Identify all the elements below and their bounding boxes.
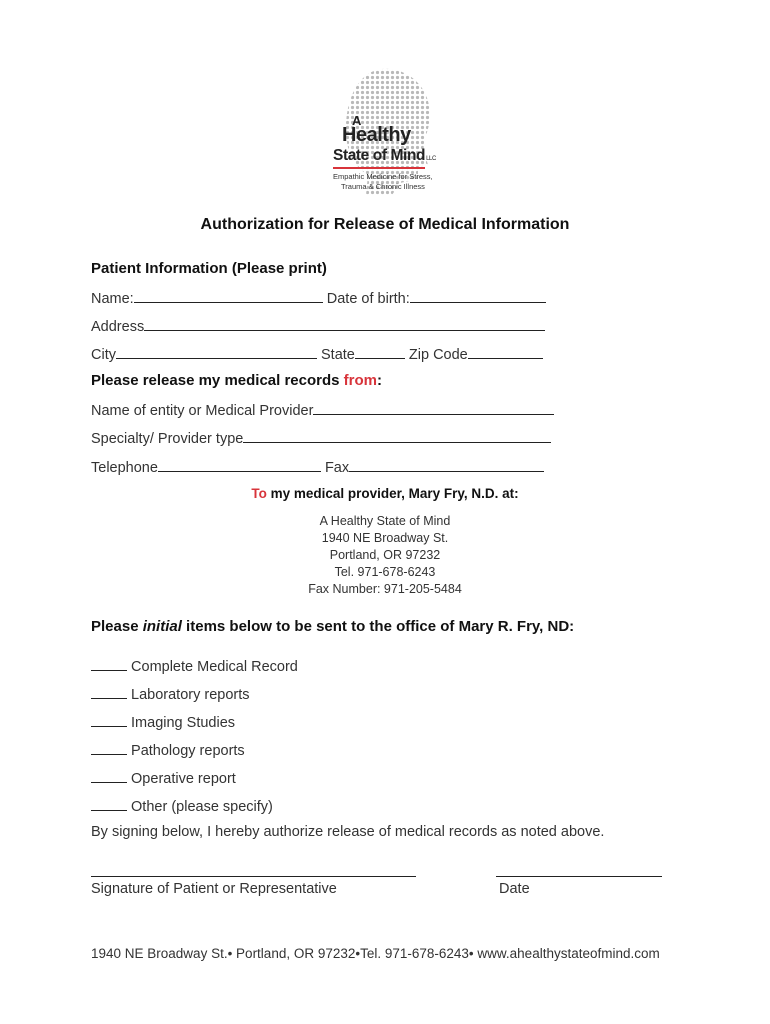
address-line: Tel. 971-678-6243 [334,565,436,579]
section-heading: Please initial items below to be sent to the office of Mary R. Fry, ND: [91,618,575,635]
entity-label: Name of entity or Medical Provider [91,403,314,419]
address-field[interactable] [144,316,545,331]
list-item-label: Laboratory reports [131,687,250,703]
fax-label: Fax [324,460,350,476]
initial-field[interactable] [91,656,127,671]
list-item [91,796,273,815]
city-label: City [91,347,116,363]
list-item [91,712,235,731]
signature-field[interactable] [91,876,416,877]
list-item-label: Other (please specify) [131,799,273,815]
telephone-label: Telephone [91,460,158,476]
list-item-label: Operative report [131,771,236,787]
initial-field[interactable] [91,768,127,783]
initial-field[interactable] [91,684,127,699]
logo-divider [333,167,425,169]
address-line: Fax Number: 971-205-5484 [308,582,462,596]
list-item-label: Pathology reports [131,743,245,759]
logo-text: Healthy [342,124,411,146]
initial-field[interactable] [91,712,127,727]
provider-address [0,513,770,598]
footer-text: 1940 NE Broadway St.• Portland, OR 97232•Tel. 971-678-6243• www.ahealthystateofmind.com [91,946,660,961]
date-label: Date [499,881,530,897]
logo-text: A [352,113,362,128]
specialty-field[interactable] [243,428,551,443]
specialty-row [91,428,551,447]
name-label: Name: [91,291,134,307]
dob-label: Date of birth: [326,291,410,307]
city-field[interactable] [116,344,317,359]
address-row [91,316,545,335]
list-item [91,740,245,759]
state-label: State [321,347,355,363]
list-item [91,768,236,787]
address-label: Address [91,319,145,335]
authorization-text: By signing below, I hereby authorize release of medical records as noted above. [91,824,605,840]
logo-tagline: Trauma & Chronic Illness [341,182,425,191]
city-row [91,344,543,363]
section-heading: Please release my medical records from: [91,372,383,389]
list-item [91,684,250,703]
zip-label: Zip Code [408,347,468,363]
zip-field[interactable] [468,344,543,359]
signature-label: Signature of Patient or Representative [91,881,337,897]
entity-row [91,400,554,419]
initial-field[interactable] [91,796,127,811]
address-line: Portland, OR 97232 [329,548,441,562]
name-row [91,288,546,307]
name-field[interactable] [134,288,323,303]
telephone-row [91,457,544,476]
fax-field[interactable] [349,457,544,472]
list-item-label: Imaging Studies [131,715,236,731]
date-field[interactable] [496,876,662,877]
dob-field[interactable] [410,288,546,303]
state-field[interactable] [355,344,405,359]
page-title: Authorization for Release of Medical Information [200,216,570,233]
entity-field[interactable] [313,400,554,415]
section-heading: Patient Information (Please print) [91,260,327,277]
list-item-label: Complete Medical Record [131,659,298,675]
initial-field[interactable] [91,740,127,755]
logo-text: State of MindLLC [333,147,436,164]
telephone-field[interactable] [158,457,321,472]
section-heading: To my medical provider, Mary Fry, N.D. at: [251,486,519,501]
address-line: A Healthy State of Mind [319,514,451,528]
list-item [91,656,298,675]
specialty-label: Specialty/ Provider type [91,431,244,447]
address-line: 1940 NE Broadway St. [321,531,449,545]
logo-tagline: Empathic Medicine for Stress, [333,172,433,181]
